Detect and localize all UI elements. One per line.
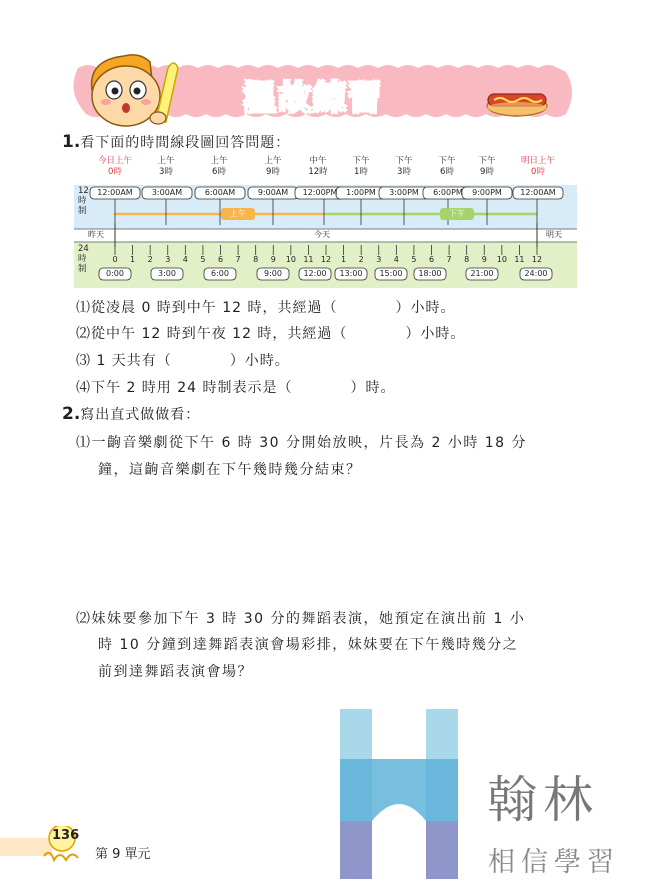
time-24h-label: 15:00 <box>379 269 403 278</box>
subquestion <box>76 323 465 343</box>
hour-label <box>337 156 385 178</box>
hour-tick-label: 4 <box>393 255 399 264</box>
hour-tick-label: 3 <box>376 255 382 264</box>
tomorrow-label: 明天 <box>546 230 562 239</box>
hour-label-period: 下午 <box>478 156 496 166</box>
subquestion <box>76 297 456 317</box>
question-1-number: 1. <box>62 132 81 152</box>
yesterday-label: 昨天 <box>88 230 104 239</box>
question-2-2-line-3: 前到達舞蹈表演會場？ <box>98 664 253 680</box>
hour-tick-label: 6 <box>428 255 435 264</box>
publisher-logo-text: 翰林 <box>487 771 599 829</box>
hour-tick-label: 4 <box>182 255 188 264</box>
hour-label-time: 3時 <box>159 167 173 177</box>
hour-tick-label: 7 <box>235 255 241 264</box>
time-12h-label: 12:00AM <box>520 188 556 197</box>
hour-label-time: 0時 <box>108 167 122 177</box>
unit-label: 第 9 單元 <box>95 847 151 862</box>
hour-tick-label: 9 <box>270 255 276 264</box>
time-24h-label: 18:00 <box>418 269 442 278</box>
publisher-slogan: 相信學習 <box>488 847 620 878</box>
hour-label-time: 0時 <box>531 167 545 177</box>
hour-tick-label: 11 <box>514 255 525 264</box>
hour-label-period: 下午 <box>438 156 456 166</box>
question-2-number: 2. <box>62 404 81 424</box>
row-12h-label: 時 <box>78 196 87 206</box>
time-12h-label: 12:00AM <box>97 188 133 197</box>
hour-tick-label: 8 <box>253 255 259 264</box>
time-12h-label: 9:00AM <box>257 188 289 197</box>
hour-tick-label: 2 <box>147 255 153 264</box>
subquestion <box>76 377 396 397</box>
question-2-2-line-1: ⑵妹妹要參加下午 3 時 30 分的舞蹈表演，她預定在演出前 1 小 <box>76 611 526 627</box>
time-12h-label: 1:00PM <box>346 188 376 197</box>
question-2-1-line-2: 鐘，這齣音樂劇在下午幾時幾分結束？ <box>98 462 362 478</box>
row-12h-label: 制 <box>78 206 87 216</box>
page-number: 136 <box>52 828 80 843</box>
hour-label-period: 上午 <box>157 156 175 166</box>
subquestion-text: ⑴從凌晨 0 時到中午 12 時，共經過（ <box>76 300 338 316</box>
pm-label: 下午 <box>449 209 465 218</box>
hour-label-time: 9時 <box>480 167 494 177</box>
question-2-text: 寫出直式做做看： <box>80 407 201 423</box>
row-24h-label: 24 <box>78 244 89 254</box>
hour-label-time: 9時 <box>266 167 280 177</box>
time-24h-label: 21:00 <box>470 269 494 278</box>
time-12h-label: 6:00AM <box>204 188 236 197</box>
mascot-character <box>84 50 180 132</box>
hour-label-time: 1時 <box>354 167 368 177</box>
hour-tick-label: 3 <box>165 255 171 264</box>
row-24h-label: 時 <box>78 254 87 264</box>
time-24h-label: 12:00 <box>303 269 327 278</box>
hour-label <box>294 156 342 178</box>
hour-label <box>380 156 428 178</box>
hour-tick-label: 10 <box>496 255 507 264</box>
time-12h-label: 3:00AM <box>151 188 183 197</box>
hour-label-period: 明日上午 <box>520 156 555 166</box>
time-24h-label: 24:00 <box>524 269 548 278</box>
question-1-text: 看下面的時間線段圖回答問題： <box>80 135 291 151</box>
time-24h-label: 13:00 <box>339 269 363 278</box>
subquestion-suffix: ）小時。 <box>229 353 290 369</box>
hour-tick-label: 5 <box>411 255 417 264</box>
hour-tick-label: 0 <box>112 255 118 264</box>
hour-tick-label: 2 <box>358 255 364 264</box>
hour-label-time: 12時 <box>308 167 328 177</box>
hour-label-period: 上午 <box>210 156 228 166</box>
time-12h-label: 3:00PM <box>389 188 419 197</box>
hour-label <box>195 156 243 178</box>
hour-label <box>91 156 139 178</box>
question-2-1-line-1: ⑴一齣音樂劇從下午 6 時 30 分開始放映，片長為 2 小時 18 分 <box>76 435 528 451</box>
hour-tick-label: 12 <box>320 255 332 264</box>
time-24h-label: 0:00 <box>106 269 124 278</box>
time-24h-label: 9:00 <box>264 269 282 278</box>
hour-tick-label: 10 <box>285 255 296 264</box>
hour-label-period: 今日上午 <box>97 156 132 166</box>
subquestion-text: ⑵從中午 12 時到午夜 12 時，共經過（ <box>76 326 348 342</box>
hour-label <box>463 156 511 178</box>
subquestion-suffix: ）小時。 <box>405 326 466 342</box>
subquestion-suffix: ）小時。 <box>395 300 456 316</box>
hour-tick-label: 1 <box>130 255 136 264</box>
page-title: 溫故練習 <box>243 78 383 117</box>
hour-tick-label: 8 <box>464 255 470 264</box>
today-label: 今天 <box>314 230 330 239</box>
question-2-2-line-2: 時 10 分鐘到達舞蹈表演會場彩排，妹妹要在下午幾時幾分之 <box>98 637 519 653</box>
hour-tick-label: 1 <box>341 255 347 264</box>
hour-label-time: 6時 <box>212 167 226 177</box>
hour-label-period: 上午 <box>264 156 282 166</box>
question-1 <box>62 132 290 152</box>
time-12h-label: 12:00PM <box>302 188 338 197</box>
hour-tick-label: 11 <box>303 255 314 264</box>
hour-label <box>249 156 297 178</box>
hour-label-period: 下午 <box>395 156 413 166</box>
row-24h-label: 制 <box>78 264 87 274</box>
hour-label-period: 下午 <box>352 156 370 166</box>
hour-tick-label: 12 <box>531 255 543 264</box>
hour-label <box>514 156 562 178</box>
hour-tick-label: 9 <box>481 255 487 264</box>
hour-label-period: 中午 <box>309 156 327 166</box>
hour-tick-label: 7 <box>446 255 452 264</box>
subquestion-suffix: ）時。 <box>350 380 396 396</box>
time-24h-label: 6:00 <box>211 269 229 278</box>
subquestion-text: ⑷下午 2 時用 24 時制表示是（ <box>76 380 293 396</box>
hour-tick-label: 6 <box>217 255 224 264</box>
hour-tick-label: 5 <box>200 255 206 264</box>
subquestion-text: ⑶ 1 天共有（ <box>76 353 172 369</box>
hour-label-time: 3時 <box>397 167 411 177</box>
hour-label-time: 6時 <box>440 167 454 177</box>
question-2 <box>62 404 200 424</box>
subquestion <box>76 350 290 370</box>
time-24h-label: 3:00 <box>158 269 176 278</box>
hour-label <box>142 156 190 178</box>
time-12h-label: 6:00PM <box>433 188 463 197</box>
publisher-logo-mark <box>340 709 458 879</box>
am-label: 上午 <box>230 209 246 218</box>
hotdog-icon <box>484 84 550 118</box>
time-12h-label: 9:00PM <box>472 188 502 197</box>
row-12h-label: 12 <box>78 186 89 196</box>
